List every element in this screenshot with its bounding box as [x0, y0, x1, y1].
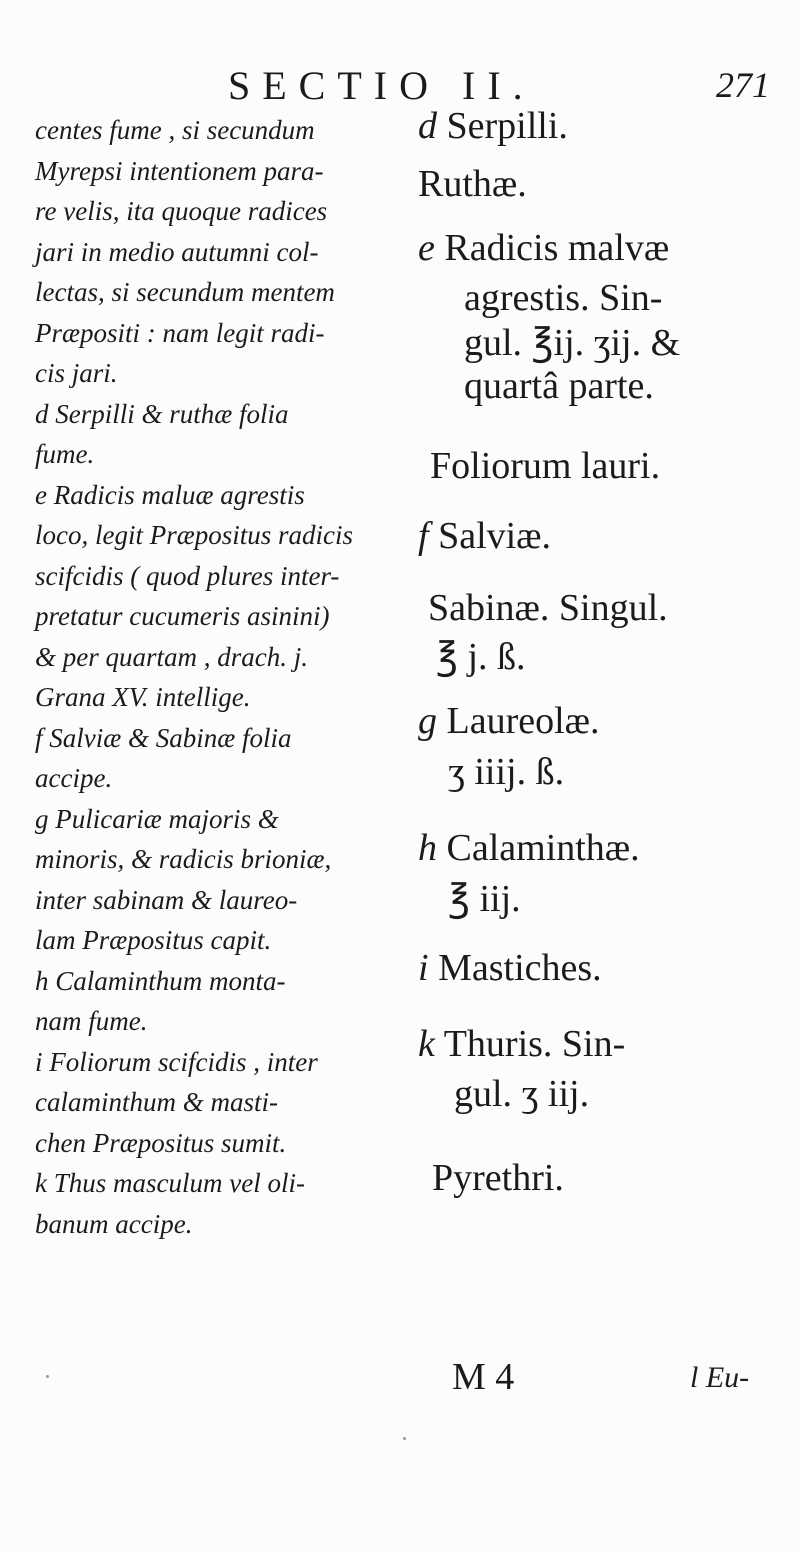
ingredient-text: Thuris. Sin-: [443, 1023, 626, 1065]
recipe-line: [432, 1156, 564, 1200]
recipe-line: [418, 162, 527, 206]
recipe-line: [418, 104, 568, 148]
ingredient-text: Sabinæ. Singul.: [428, 587, 668, 629]
ingredient-text: gul. ℥ij. ʒij. &: [464, 322, 681, 364]
note-line: fume.: [35, 439, 95, 469]
recipe-line: [454, 1072, 589, 1116]
note-line: chen Præpositus sumit.: [35, 1127, 287, 1158]
note-line: h Calaminthum monta-: [35, 965, 286, 996]
note-line: Myrepsi intentionem para-: [35, 155, 324, 186]
paper-speck: [403, 1437, 406, 1440]
note-line: cis jari.: [35, 358, 118, 388]
recipe-line: [464, 276, 662, 320]
reference-mark: g: [418, 700, 437, 742]
note-line: accipe.: [35, 763, 113, 793]
ingredient-text: Mastiches.: [438, 947, 602, 989]
recipe-line: [428, 586, 668, 630]
recipe-line: [418, 1022, 625, 1066]
note-line: f Salviæ & Sabinæ folia: [35, 722, 292, 753]
ingredient-text: Serpilli.: [446, 105, 568, 147]
section-title: SECTIO II.: [228, 63, 535, 108]
note-line: calaminthum & masti-: [35, 1087, 278, 1117]
note-line: scifcidis ( quod plures inter-: [35, 560, 340, 591]
ingredient-text: Foliorum lauri.: [430, 445, 661, 487]
note-line: k Thus masculum vel oli-: [35, 1168, 305, 1198]
recipe-line: [464, 320, 680, 365]
note-line: re velis, ita quoque radices: [35, 196, 328, 226]
ingredient-text: agrestis. Sin-: [464, 277, 663, 319]
ingredient-text: ʒ iiij. ß.: [448, 751, 565, 793]
recipe-line: [418, 826, 640, 870]
note-line: e Radicis maluæ agrestis: [35, 479, 305, 510]
catchword: l Eu-: [690, 1361, 750, 1394]
note-line: d Serpilli & ruthæ folia: [35, 398, 289, 429]
recipe-line: [430, 444, 660, 488]
note-line: lam Præpositus capit.: [35, 925, 272, 955]
recipe-line: [418, 946, 602, 990]
note-line: Præpositi : nam legit radi-: [35, 317, 325, 348]
ingredient-text: gul. ʒ iij.: [454, 1073, 590, 1115]
recipe-line: [418, 699, 600, 743]
note-line: inter sabinam & laureo-: [35, 884, 298, 915]
note-line: centes fume , si secundum: [35, 115, 315, 145]
ingredient-text: Pyrethri.: [432, 1157, 564, 1199]
page-header: [0, 62, 800, 112]
note-line: pretatur cucumeris asinini): [35, 601, 330, 631]
note-line: g Pulicariæ majoris &: [35, 803, 279, 834]
reference-mark: d: [418, 105, 437, 147]
ingredient-text: Laureolæ.: [446, 700, 600, 742]
paper-speck: [46, 1375, 49, 1378]
page-number: 271: [716, 65, 770, 105]
note-line: banum accipe.: [35, 1208, 193, 1239]
note-line: nam fume.: [35, 1006, 148, 1036]
left-column-notes: [35, 110, 405, 1244]
note-line: & per quartam , drach. j.: [35, 641, 308, 672]
recipe-line: [418, 514, 551, 558]
reference-mark: f: [418, 515, 429, 557]
note-line: lectas, si secundum mentem: [35, 277, 335, 307]
recipe-line: [436, 634, 526, 679]
page-footer: [0, 1355, 800, 1405]
ingredient-text: Ruthæ.: [418, 163, 527, 205]
recipe-line: [464, 364, 654, 408]
recipe-line: [418, 226, 669, 270]
ingredient-text: ℥ j. ß.: [436, 636, 526, 678]
reference-mark: e: [418, 227, 435, 269]
reference-mark: i: [418, 947, 429, 989]
reference-mark: k: [418, 1023, 435, 1065]
ingredient-text: quartâ parte.: [464, 365, 654, 407]
note-line: Grana XV. intellige.: [35, 682, 251, 712]
recipe-line: [448, 750, 564, 794]
ingredient-text: Calaminthæ.: [446, 827, 640, 869]
reference-mark: h: [418, 827, 437, 869]
signature-mark: M 4: [452, 1356, 515, 1398]
note-line: loco, legit Præpositus radicis: [35, 520, 354, 550]
ingredient-text: ℥ iij.: [448, 878, 521, 920]
note-line: minoris, & radicis brioniæ,: [35, 844, 332, 874]
recipe-line: [448, 876, 521, 921]
note-line: i Foliorum scifcidis , inter: [35, 1046, 318, 1077]
ingredient-text: Radicis malvæ: [444, 227, 670, 269]
ingredient-text: Salviæ.: [438, 515, 552, 557]
note-line: jari in medio autumni col-: [35, 236, 319, 267]
